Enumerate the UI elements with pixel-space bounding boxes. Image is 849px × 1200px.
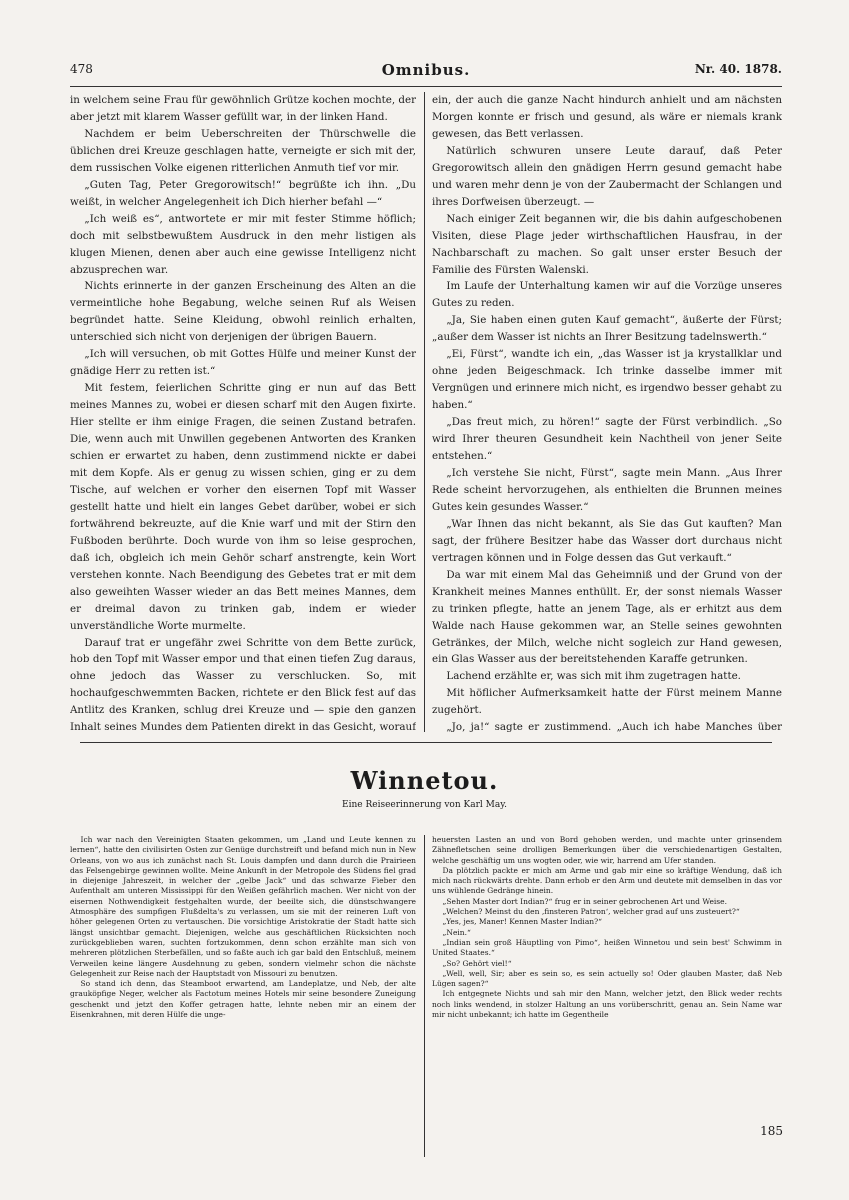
story-column-left — [70, 835, 416, 1165]
page-header — [70, 62, 782, 84]
article-subtitle: Eine Reiseerinnerung von Karl May. — [342, 800, 507, 810]
paragraph: „Ei, Fürst“, wandte ich ein, „das Wasser ist ja krystallklar und ohne jeden Beigeschmack. Ich trinke dasselbe immer mit Vergnügen und erinnere mich nicht, es irgendwo besser gehabt zu haben.“ — [432, 348, 782, 412]
paragraph: Natürlich schwuren unsere Leute darauf, daß Peter Gregorowitsch allein den gnädigen Herrn gesund gemacht habe und waren mehr denn je von der Zaubermacht der Schlangen und ihres Dorfweisen überzeugt. — — [432, 144, 782, 208]
journal-title: Omnibus. — [381, 61, 471, 79]
paragraph: Lachend erzählte er, was sich mit ihm zugetragen hatte. — [446, 670, 741, 683]
paragraph: So stand ich denn, das Steamboot erwartend, am Landeplatze, und Neb, der alte grauköpfige Neger, welcher als Factotum meines Hotels mir seine besondere Zuneigung geschenkt und jetzt den Koffer getragen hatte, lehnte neben mir an einem der Eisenkrahnen, mit deren Hülfe die unge- — [70, 979, 416, 1020]
paragraph: „War Ihnen das nicht bekannt, als Sie das Gut kauften? Man sagt, der frühere Besitzer habe das Wasser dort durchaus nicht vertragen können und in Folge dessen das Gut verkauft.“ — [432, 517, 782, 564]
column-divider — [424, 835, 425, 1157]
paragraph: Ich war nach den Vereinigten Staaten gekommen, um „Land und Leute kennen zu lernen“, hatte den civilisirten Osten zur Genüge durchstreift und befand mich nun in New Orleans, von wo aus ich zunächst nach St. Louis dampfen und dann durch die Prairieen das Felsengebirge gewinnen wollte. Meine Ankunft in der Metropole des Südens fiel grad in diejenige Jahreszeit, in welcher der „gelbe Jack“ und das schwarze Fieber den Aufenthalt am unteren Mississippi für den Weißen gefährlich machen. Wer nicht von der eisernen Nothwendigkeit festgehalten wurde, der beeilte sich, die dünstschwangere Atmosphäre des sumpfigen Flußdelta's zu verlassen, um sie mit der reineren Luft von höher gelegenen Orten zu vertauschen. Die vorsichtige Aristokratie der Stadt hatte sich längst unsichtbar gemacht. Diejenigen, welche aus geschäftlichen Rücksichten noch zurückgeblieben waren, suchten fortzukommen, denn schon erzählte man sich von mehreren plötzlichen Sterbefällen, und so faßte auch ich gar bald den Entschluß, meinem Verweilen keine längere Ausdehnung zu geben, sondern vielmehr schon die nächste Gelegenheit zur Reise nach der Hauptstadt von Missouri zu benutzen. — [70, 835, 416, 978]
paragraph: heuersten Lasten an und von Bord gehoben werden, und machte unter grinsendem Zähnefletschen seine drolligen Bemerkungen über die verschiedenartigen Gestalten, welche geschäftig um uns wogten oder, wie wir, harrend am Ufer standen. — [432, 835, 782, 865]
paragraph: „Guten Tag, Peter Gregorowitsch!“ begrüßte ich ihn. „Du weißt, in welcher Angelegenheit ich Dich hierher befahl —“ — [70, 178, 416, 208]
paragraph: Nachdem er beim Ueberschreiten der Thürschwelle die üblichen drei Kreuze geschlagen hatte, verneigte er sich mit der, dem russischen Volke eigenen ritterlichen Anmuth tief vor mir. — [70, 127, 416, 174]
section-divider — [80, 742, 772, 743]
article-column-right — [432, 92, 782, 734]
paragraph: „Ich weiß es“, antwortete er mir mit fester Stimme höflich; doch mit selbstbewußtem Ausdruck in den mehr listigen als klugen Mienen, denen aber auch eine gewisse Intelligenz nicht abzusprechen war. — [70, 212, 416, 276]
paragraph: Da plötzlich packte er mich am Arme und gab mir eine so kräftige Wendung, daß ich mich nach rückwärts drehte. Dann erhob er den Arm und deutete mit demselben in das vor uns wühlende Gedränge hinein. — [432, 865, 782, 896]
paragraph: „So? Gehört viel!“ — [442, 958, 512, 968]
paragraph: Nichts erinnerte in der ganzen Erscheinung des Alten an die vermeintliche hohe Begabung, welche seinen Ruf als Weisen begründet hatte. Seine Kleidung, obwohl reinlich erhalten, unterschied sich nicht von derjenigen der übrigen Bauern. — [70, 280, 416, 344]
story-column-right — [432, 835, 782, 1165]
header-rule — [70, 86, 782, 87]
paragraph: „Jo, ja!“ sagte er zustimmend. „Auch ich habe Manches über — [446, 721, 782, 734]
paragraph: „Nein.“ — [442, 927, 471, 937]
paragraph: „Sehen Master dort Indian?“ frug er in seiner gebrochenen Art und Weise. — [442, 896, 727, 906]
paragraph: Nach einiger Zeit begannen wir, die bis dahin aufgeschobenen Visiten, diese Plage jeder wirthschaftlichen Hausfrau, in der Nachbarschaft zu machen. So galt unser erster Besuch der Familie des Fürsten Walenski. — [432, 212, 782, 276]
paragraph: „Das freut mich, zu hören!“ sagte der Fürst verbindlich. „So wird Ihrer theuren Gesundheit kein Nachtheil von jener Seite entstehen.“ — [432, 416, 782, 463]
paragraph: „Ich will versuchen, ob mit Gottes Hülfe und meiner Kunst der gnädige Herr zu retten ist.“ — [70, 348, 416, 378]
footer-page-number: 185 — [760, 1124, 783, 1138]
paragraph: „Ich verstehe Sie nicht, Fürst“, sagte mein Mann. „Aus Ihrer Rede scheint hervorzugehen, als enthielten die Brunnen meines Gutes kein gesundes Wasser.“ — [432, 466, 782, 513]
page-number: 478 — [70, 62, 93, 76]
paragraph: in welchem seine Frau für gewöhnlich Grütze kochen mochte, der aber jetzt mit klarem Wasser gefüllt war, in der linken Hand. — [70, 94, 416, 123]
paragraph: „Indian sein groß Häuptling von Pimo“, heißen Winnetou und sein best' Schwimm in United Staates.“ — [432, 937, 782, 958]
issue-label: Nr. 40. 1878. — [694, 62, 782, 76]
column-divider — [424, 92, 425, 732]
paragraph: Mit festem, feierlichen Schritte ging er nun auf das Bett meines Mannes zu, wobei er diesen scharf mit den Augen fixirte. Hier stellte er ihm einige Fragen, die seinen Zustand betrafen. Die, wenn auch mit Unwillen gegebenen Antworten des Kranken schien er erwartet zu haben, denn zustimmend nickte er dabei mit dem Kopfe. Als er genug zu wissen schien, ging er zu dem Tische, auf welchen er vorher den eisernen Topf mit Wasser gestellt hatte und hielt ein langes Gebet darüber, wobei er sich fortwährend bekreuzte, auf die Knie warf und mit der Stirn den Fußboden berührte. Doch wurde von ihm so leise gesprochen, daß ich, obgleich ich mein Gehör scharf anstrengte, kein Wort verstehen konnte. Nach Beendigung des Gebetes trat er mit dem also geweihten Wasser wieder an das Bett meines Mannes, dem er dreimal davon zu trinken gab, indem er wieder unverständliche Worte murmelte. — [70, 382, 416, 632]
paragraph: Mit höflicher Aufmerksamkeit hatte der Fürst meinem Manne zugehört. — [432, 687, 782, 717]
paragraph: Darauf trat er ungefähr zwei Schritte von dem Bette zurück, hob den Topf mit Wasser empor und that einen tiefen Zug daraus, ohne jedoch das Wasser zu verschlucken. So, mit hochaufgeschwemmten Backen, richtete er den Blick fest auf das Antlitz des Kranken, schlug drei Kreuze und — spie den ganzen Inhalt seines Mundes dem Patienten direkt in das Gesicht, worauf — [70, 636, 416, 734]
paragraph: „Ja, Sie haben einen guten Kauf gemacht“, äußerte der Fürst; „außer dem Wasser ist nichts an Ihrer Besitzung tadelnswerth.“ — [432, 314, 782, 344]
paragraph: „Well, well, Sir; aber es sein so, es sein actuelly so! Oder glauben Master, daß Neb Lügen sagen?“ — [432, 968, 782, 989]
paragraph: Da war mit einem Mal das Geheimniß und der Grund von der Krankheit meines Mannes enthüllt. Er, der sonst niemals Wasser zu trinken pflegte, hatte an jenem Tage, als er erhitzt aus dem Walde nach Hause gekommen war, an Stelle seines gewohnten Getränkes, der Milch, welche nicht sogleich zur Hand gewesen, ein Glas Wasser aus der bereitstehenden Karaffe getrunken. — [432, 568, 782, 666]
article-column-left — [70, 92, 416, 734]
paragraph: Ich entgegnete Nichts und sah mir den Mann, welcher jetzt, den Blick weder rechts noch links wendend, in stolzer Haltung an uns vorüberschritt, genau an. Sein Name war mir nicht unbekannt; ich hatte im Gegentheile — [432, 989, 782, 1020]
article-title: Winnetou. — [350, 766, 499, 795]
paragraph: „Welchen? Meinst du den ‚finsteren Patron‘, welcher grad auf uns zusteuert?“ — [442, 907, 740, 917]
paragraph: „Yes, jes, Maner! Kennen Master Indian?“ — [442, 917, 602, 927]
paragraph: ein, der auch die ganze Nacht hindurch anhielt und am nächsten Morgen konnte er frisch und gesund, als wäre er niemals krank gewesen, das Bett verlassen. — [432, 94, 782, 140]
paragraph: Im Laufe der Unterhaltung kamen wir auf die Vorzüge unseres Gutes zu reden. — [432, 280, 782, 310]
